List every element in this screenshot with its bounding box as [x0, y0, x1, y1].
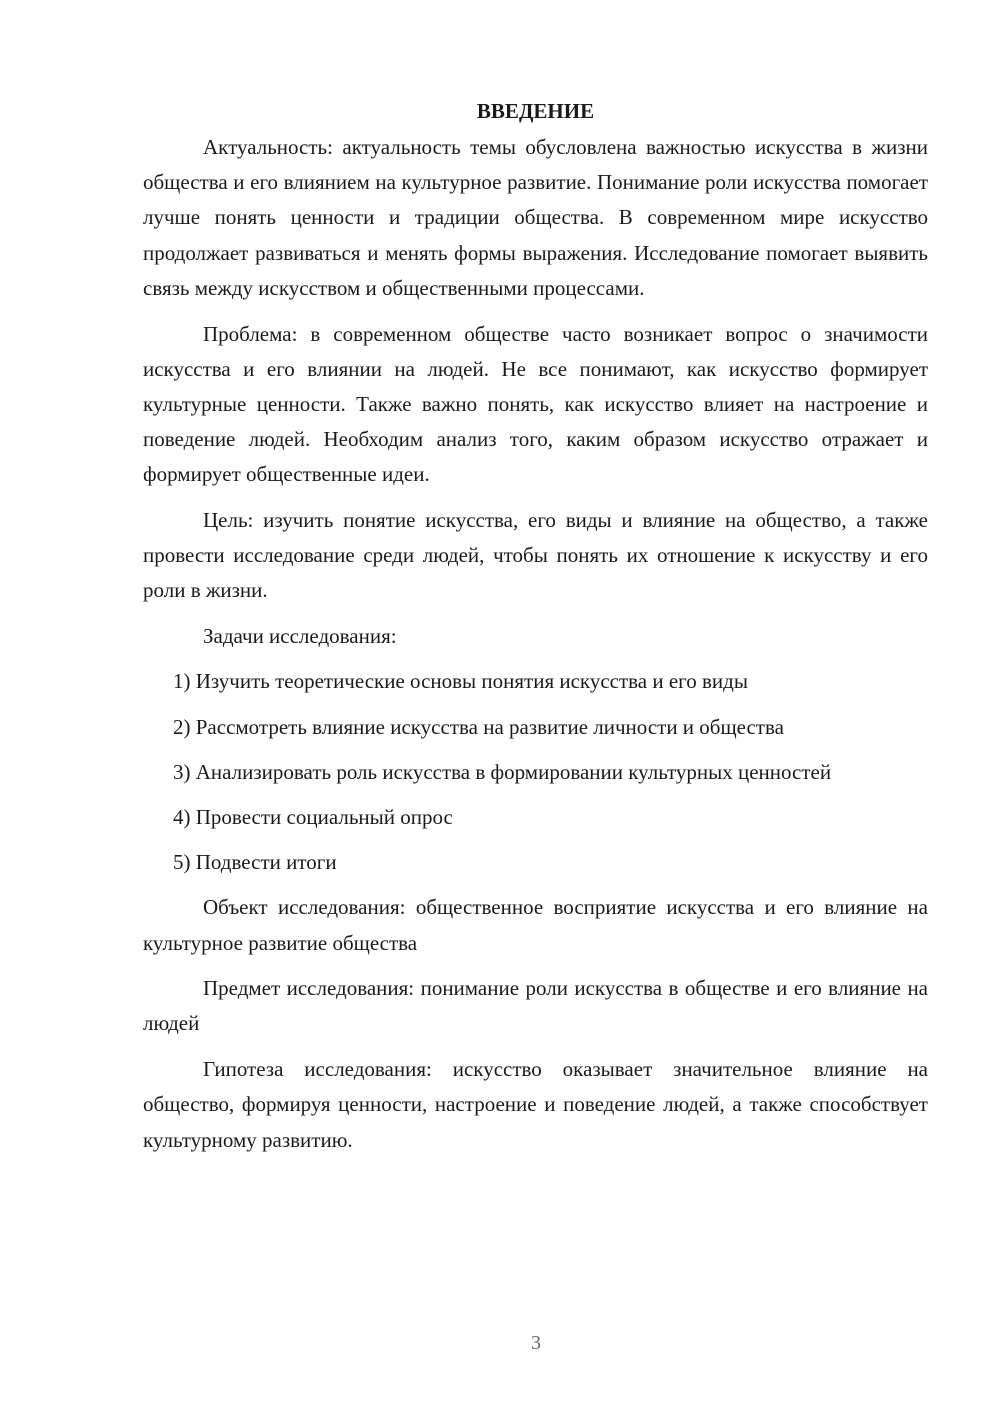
- document-page: [143, 96, 928, 1168]
- task-item: 1) Изучить теоретические основы понятия искусства и его виды: [173, 669, 748, 694]
- problem-paragraph: Проблема: в современном обществе часто возникает вопрос о значимости искусства и его влиянии на людей. Не все понимают, как искусство формирует культурные ценности. Также важно понять, как искусство влияет на настроение и поведение людей. Необходим анализ того, каким образом искусство отражает и формирует общественные идеи.: [143, 321, 928, 487]
- object-paragraph: Объект исследования: общественное восприятие искусства и его влияние на культурное развитие общества: [143, 895, 928, 955]
- relevance-paragraph: Актуальность: актуальность темы обусловлена важностью искусства в жизни общества и его влиянием на культурное развитие. Понимание роли искусства помогает лучше понять ценности и традиции общества. В современном мире искусство продолжает развиваться и менять формы выражения. Исследование помогает выявить связь между искусством и общественными процессами.: [143, 135, 928, 300]
- goal-paragraph: Цель: изучить понятие искусства, его виды и влияние на общество, а также провести исследование среди людей, чтобы понять их отношение к искусству и его роли в жизни.: [143, 508, 928, 603]
- page-number: 3: [531, 1332, 541, 1354]
- task-item: 4) Провести социальный опрос: [173, 804, 453, 829]
- subject-paragraph: Предмет исследования: понимание роли искусства в обществе и его влияние на людей: [143, 976, 928, 1036]
- task-item: 5) Подвести итоги: [173, 850, 337, 875]
- task-item: 2) Рассмотреть влияние искусства на развитие личности и общества: [173, 714, 784, 739]
- task-item: 3) Анализировать роль искусства в формировании культурных ценностей: [173, 759, 832, 784]
- page-title: ВВЕДЕНИЕ: [476, 99, 595, 123]
- hypothesis-paragraph: Гипотеза исследования: искусство оказывает значительное влияние на общество, формируя ценности, настроение и поведение людей, а также способствует культурному развитию.: [143, 1057, 928, 1152]
- tasks-heading: Задачи исследования:: [203, 624, 397, 649]
